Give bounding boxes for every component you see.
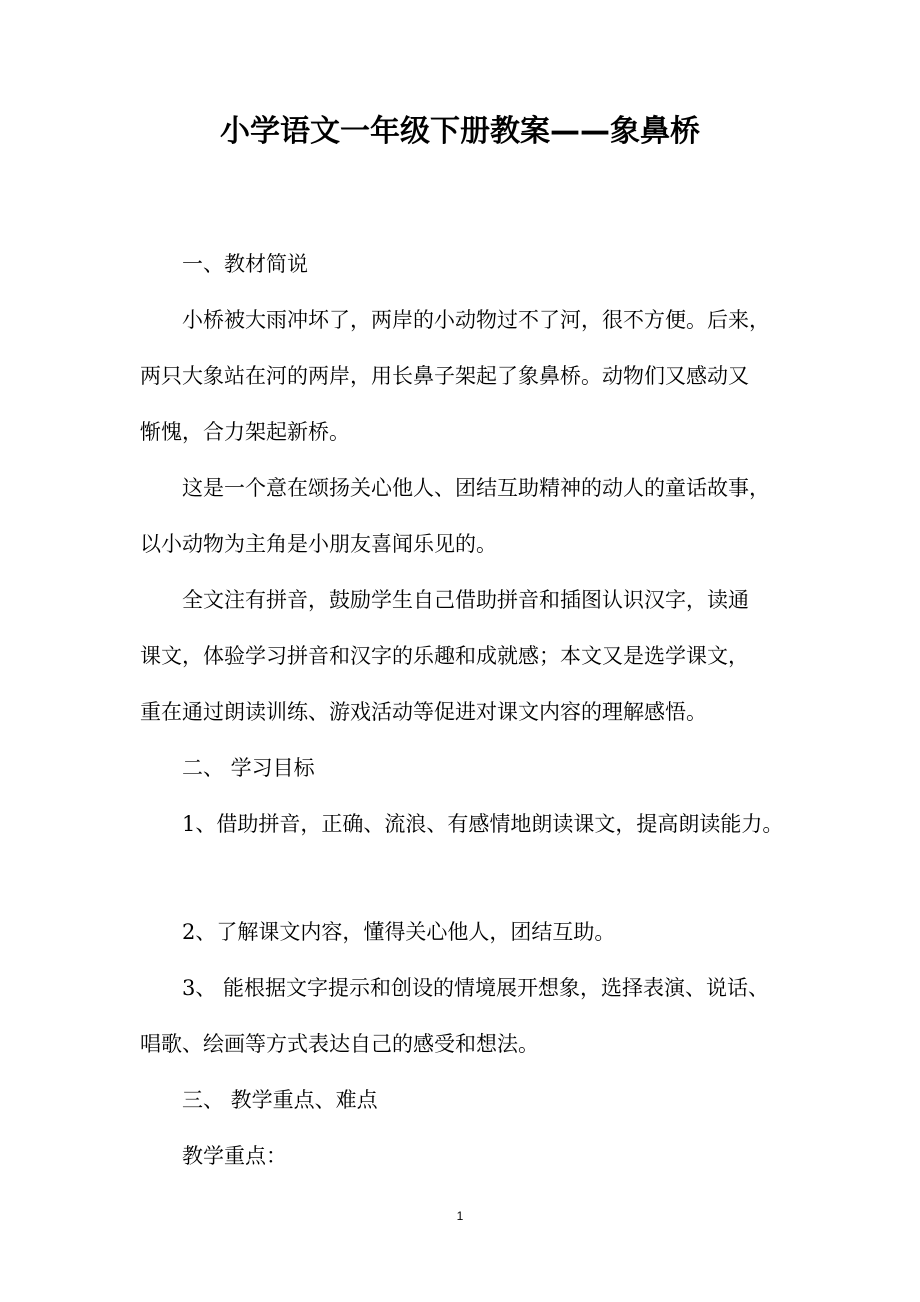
section-heading-1: 一、教材简说 [182, 252, 308, 276]
page-number: 1 [456, 1209, 464, 1223]
paragraph-line: 唱歌、绘画等方式表达自己的感受和想法。 [140, 1032, 539, 1056]
paragraph-line: 两只大象站在河的两岸，用长鼻子架起了象鼻桥。动物们又感动又 [140, 364, 749, 388]
paragraph-line: 课文，体验学习拼音和汉字的乐趣和成就感；本文又是选学课文， [140, 644, 749, 668]
paragraph-line: 这是一个意在颂扬关心他人、团结互助精神的动人的童话故事， [182, 476, 770, 500]
paragraph-line: 惭愧，合力架起新桥。 [140, 420, 350, 444]
goal-item-2: 2、了解课文内容，懂得关心他人，团结互助。 [182, 920, 616, 944]
section-heading-3: 三、 教学重点、难点 [182, 1088, 378, 1112]
section-heading-2: 二、 学习目标 [182, 756, 315, 780]
goal-item-3: 3、 能根据文字提示和创设的情境展开想象，选择表演、说话、 [182, 976, 770, 1000]
goal-item-1: 1、借助拼音，正确、流浪、有感情地朗读课文，提高朗读能力。 [182, 812, 784, 836]
paragraph-line: 小桥被大雨冲坏了，两岸的小动物过不了河，很不方便。后来， [182, 308, 770, 332]
document-title: 小学语文一年级下册教案——象鼻桥 [220, 114, 700, 149]
paragraph-line: 重在通过朗读训练、游戏活动等促进对课文内容的理解感悟。 [140, 700, 707, 724]
subheading-teaching-focus: 教学重点： [182, 1144, 287, 1168]
paragraph-line: 以小动物为主角是小朋友喜闻乐见的。 [140, 532, 497, 556]
paragraph-line: 全文注有拼音，鼓励学生自己借助拼音和插图认识汉字，读通 [182, 588, 749, 612]
